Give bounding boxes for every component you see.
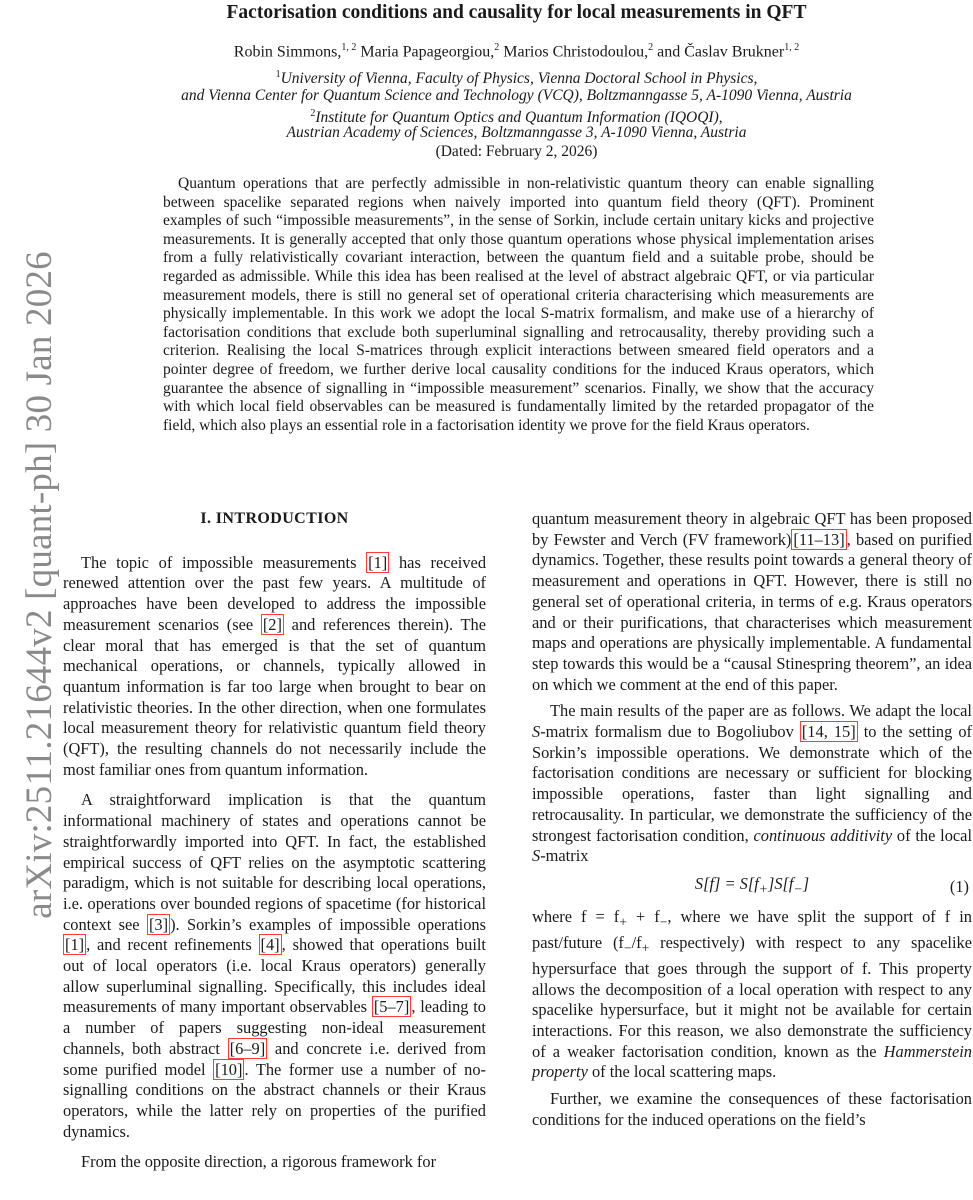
citation-link[interactable]: [1] <box>65 935 85 955</box>
equation-body <box>695 874 809 900</box>
body-text: -matrix <box>540 846 589 866</box>
arxiv-identifier-stamp[interactable]: arXiv:2511.21644v2 [quant-ph] 30 Jan 2026 <box>19 251 60 919</box>
author-name: Maria Papageorgiou, <box>356 43 495 61</box>
body-text: + f <box>626 906 660 926</box>
citation-link[interactable]: [10] <box>215 1059 243 1079</box>
left-column <box>63 505 486 1173</box>
citation-link[interactable]: [6–9] <box>229 1038 266 1058</box>
author-affiliation-mark: 1, 2 <box>784 42 800 53</box>
author-affiliation-mark: 1, 2 <box>341 42 357 53</box>
body-text: to the setting of Sorkin’s impossible operations. We demonstrate which of the factorisation conditions are necessary or sufficient for blocking impossible operations, faster than light signalling and retrocausality. In particular, we demonstrate the sufficiency of the strongest factorisation condition, <box>532 722 972 845</box>
body-text: The topic of impossible measurements <box>81 552 367 572</box>
author-affiliation-mark: 2 <box>494 42 500 53</box>
citation-link[interactable]: [5–7] <box>373 997 410 1017</box>
body-text: . The former use a number of no-signalling conditions on the abstract channels or their Kraus operators, while the latter rely on properties of the purified dynamics. <box>63 1059 486 1141</box>
math-symbol: S <box>532 846 541 866</box>
author-list <box>60 42 973 61</box>
affiliation-mark: 2 <box>310 108 316 119</box>
right-column <box>532 509 972 1131</box>
paragraph-gap <box>63 780 486 790</box>
affiliation-mark: 1 <box>275 69 281 80</box>
paragraph-gap <box>63 1142 486 1152</box>
author-name: Robin Simmons, <box>233 43 342 61</box>
citation-link[interactable]: [14, 15] <box>801 722 856 742</box>
body-text: and concrete i.e. derived from some purified model <box>63 1038 486 1079</box>
body-text: , leading to a number of papers suggesting non-ideal measurement channels, both abstract <box>63 997 486 1058</box>
citation-link[interactable]: [3] <box>148 914 169 934</box>
body-text: where f = f <box>532 906 620 926</box>
citation-link[interactable]: [2] <box>262 614 282 634</box>
body-text: , and recent refinements <box>86 935 259 955</box>
paper-title: Factorisation conditions and causality for local measurements in QFT <box>226 2 807 23</box>
citation-link[interactable]: [4] <box>260 935 280 955</box>
equation-1 <box>532 867 972 907</box>
affiliation-line: and Vienna Center for Quantum Science and Technology (VCQ), Boltzmanngasse 5, A-1090 Vienna, Austria <box>181 87 852 104</box>
body-text: has received renewed attention over the past few years. A multitude of approaches have been developed to address the impossible measurement scenarios (see <box>63 552 487 634</box>
affiliation-text: Institute for Quantum Optics and Quantum Information (IQOQI), <box>315 109 723 127</box>
equation-subscript: − <box>793 881 803 897</box>
body-text: of the local <box>892 825 972 845</box>
citation-link[interactable]: [11–13] <box>793 529 845 549</box>
body-text: A straightforward implication is that the quantum informational machinery of states and operations cannot be straightforwardly imported into QFT. In fact, the established empirical success of QFT relies on the asymptotic scattering paradigm, which is not suitable for describing local operations, i.e. operations over bounded regions of spacetime (for historical context see <box>63 790 486 934</box>
affiliation-line <box>60 66 973 89</box>
body-text: , where we have split the support of f in past/future (f <box>532 906 972 952</box>
intro-paragraph-3-start: From the opposite direction, a rigorous framework for <box>81 1152 437 1172</box>
equation-text: ]S[f <box>767 873 794 893</box>
equation-text: ] <box>802 873 810 893</box>
body-text: and references therein). The clear moral that has emerged is that the set of quantum mechanical operations, or channels, typically allowed in quantum information is far too large when brought to bear on relativistic theories. In the other direction, when one formulates local measurement theory for relativistic quantum field theory (QFT), the resulting channels do not necessarily include the most familiar ones from quantum information. <box>63 614 486 779</box>
body-text: The main results of the paper are as follows. We adapt the local <box>550 701 972 721</box>
abstract: Quantum operations that are perfectly admissible in non-relativistic quantum theory can enable signalling between spacelike separated regions when naively imported into quantum field theory (QFT). Prominent examples of such “impossible measurements”, in the sense of Sorkin, include certain unitary kicks and projective measurements. It is generally accepted that only those quantum operations whose physical implementation arises from a fully relativistically covariant interaction, between the quantum field and a suitable probe, should be regarded as admissible. While this idea has been realised at the level of abstract algebraic QFT, or via particular measurement models, there is still no general set of operational criteria characterising which measurements are physically implementable. In this work we adopt the local S-matrix formalism, and make use of a hierarchy of factorisation conditions that exclude both superluminal signalling and retrocausality, thereby providing such a criterion. Realising the local S-matrices through explicit interactions between smeared field operators and a pointer degree of freedom, we further derive local causality conditions for the induced Kraus operators, which guarantee the absence of signalling in “impossible measurement” scenarios. Finally, we show that the accuracy with which local field observables can be measured is fundamentally limited by the retarded propagator of the field, which also plays an essential role in a factorisation identity we prove for the field Kraus operators. <box>163 175 874 434</box>
equation-number: (1) <box>949 876 969 896</box>
author-name: and Časlav Brukner <box>653 43 785 61</box>
math-symbol: S <box>532 722 541 742</box>
emphasis-text: Hammerstein property <box>532 1041 972 1082</box>
intro-paragraph-3-continued <box>532 509 972 695</box>
body-text: respectively) with respect to any spacelike hypersurface that goes through the support of f. This property allows the decomposition of a local operation with respect to any spacelike hypersurface, but it might not be available for certain interactions. For this reason, we also demonstrate the sufficiency of a weaker factorisation condition, known as the <box>532 932 973 1061</box>
affiliation-line: Austrian Academy of Sciences, Boltzmanngasse 3, A-1090 Vienna, Austria <box>286 124 747 141</box>
emphasis-text: continuous additivity <box>753 825 893 845</box>
math-subscript: − <box>659 914 668 930</box>
main-results-paragraph <box>532 701 972 867</box>
body-text: of the local scattering maps. <box>587 1062 777 1082</box>
body-text: -matrix formalism due to Bogoliubov <box>540 722 800 742</box>
equation-text: S[f] = S[f <box>694 873 759 893</box>
body-text: , based on purified dynamics. Together, these results point towards a general theory of measurement and operations in QFT. However, there is still no general set of operational criteria, in terms of e.g. Kraus operators and or their purifications, that characterises which measurement maps and operations are physically implementable. A fundamental step towards this would be a “causal Stinespring theorem”, an idea on which we comment at the end of this paper. <box>532 529 972 694</box>
author-name: Marios Christodoulou, <box>499 43 649 61</box>
body-text: quantum measurement theory in algebraic QFT has been proposed by Fewster and Verch (FV framework) <box>532 509 972 549</box>
citation-link[interactable]: [1] <box>368 552 388 572</box>
intro-paragraph-2 <box>63 790 486 1142</box>
author-affiliation-mark: 2 <box>648 42 654 53</box>
body-text: /f <box>631 932 642 952</box>
where-paragraph <box>532 907 972 1083</box>
body-text: , showed that operations built out of local operators (i.e. local Kraus operators) generally allow superluminal signalling. Specifically, this includes ideal measurements of many important observables <box>63 935 486 1017</box>
dated-line: (Dated: February 2, 2026) <box>435 143 598 160</box>
body-text: ). Sorkin’s examples of impossible operations <box>170 914 487 934</box>
section-heading-introduction: I. INTRODUCTION <box>200 510 349 527</box>
math-subscript: − <box>623 940 632 956</box>
further-paragraph-start: Further, we examine the consequences of these factorisation conditions for the induced operations on the field’s <box>532 1089 972 1129</box>
equation-subscript: + <box>758 881 768 897</box>
math-subscript: + <box>641 940 650 956</box>
math-subscript: + <box>619 914 627 930</box>
affiliation-text: University of Vienna, Faculty of Physics, Vienna Doctoral School in Physics, <box>280 70 758 88</box>
intro-paragraph-1 <box>63 553 486 781</box>
